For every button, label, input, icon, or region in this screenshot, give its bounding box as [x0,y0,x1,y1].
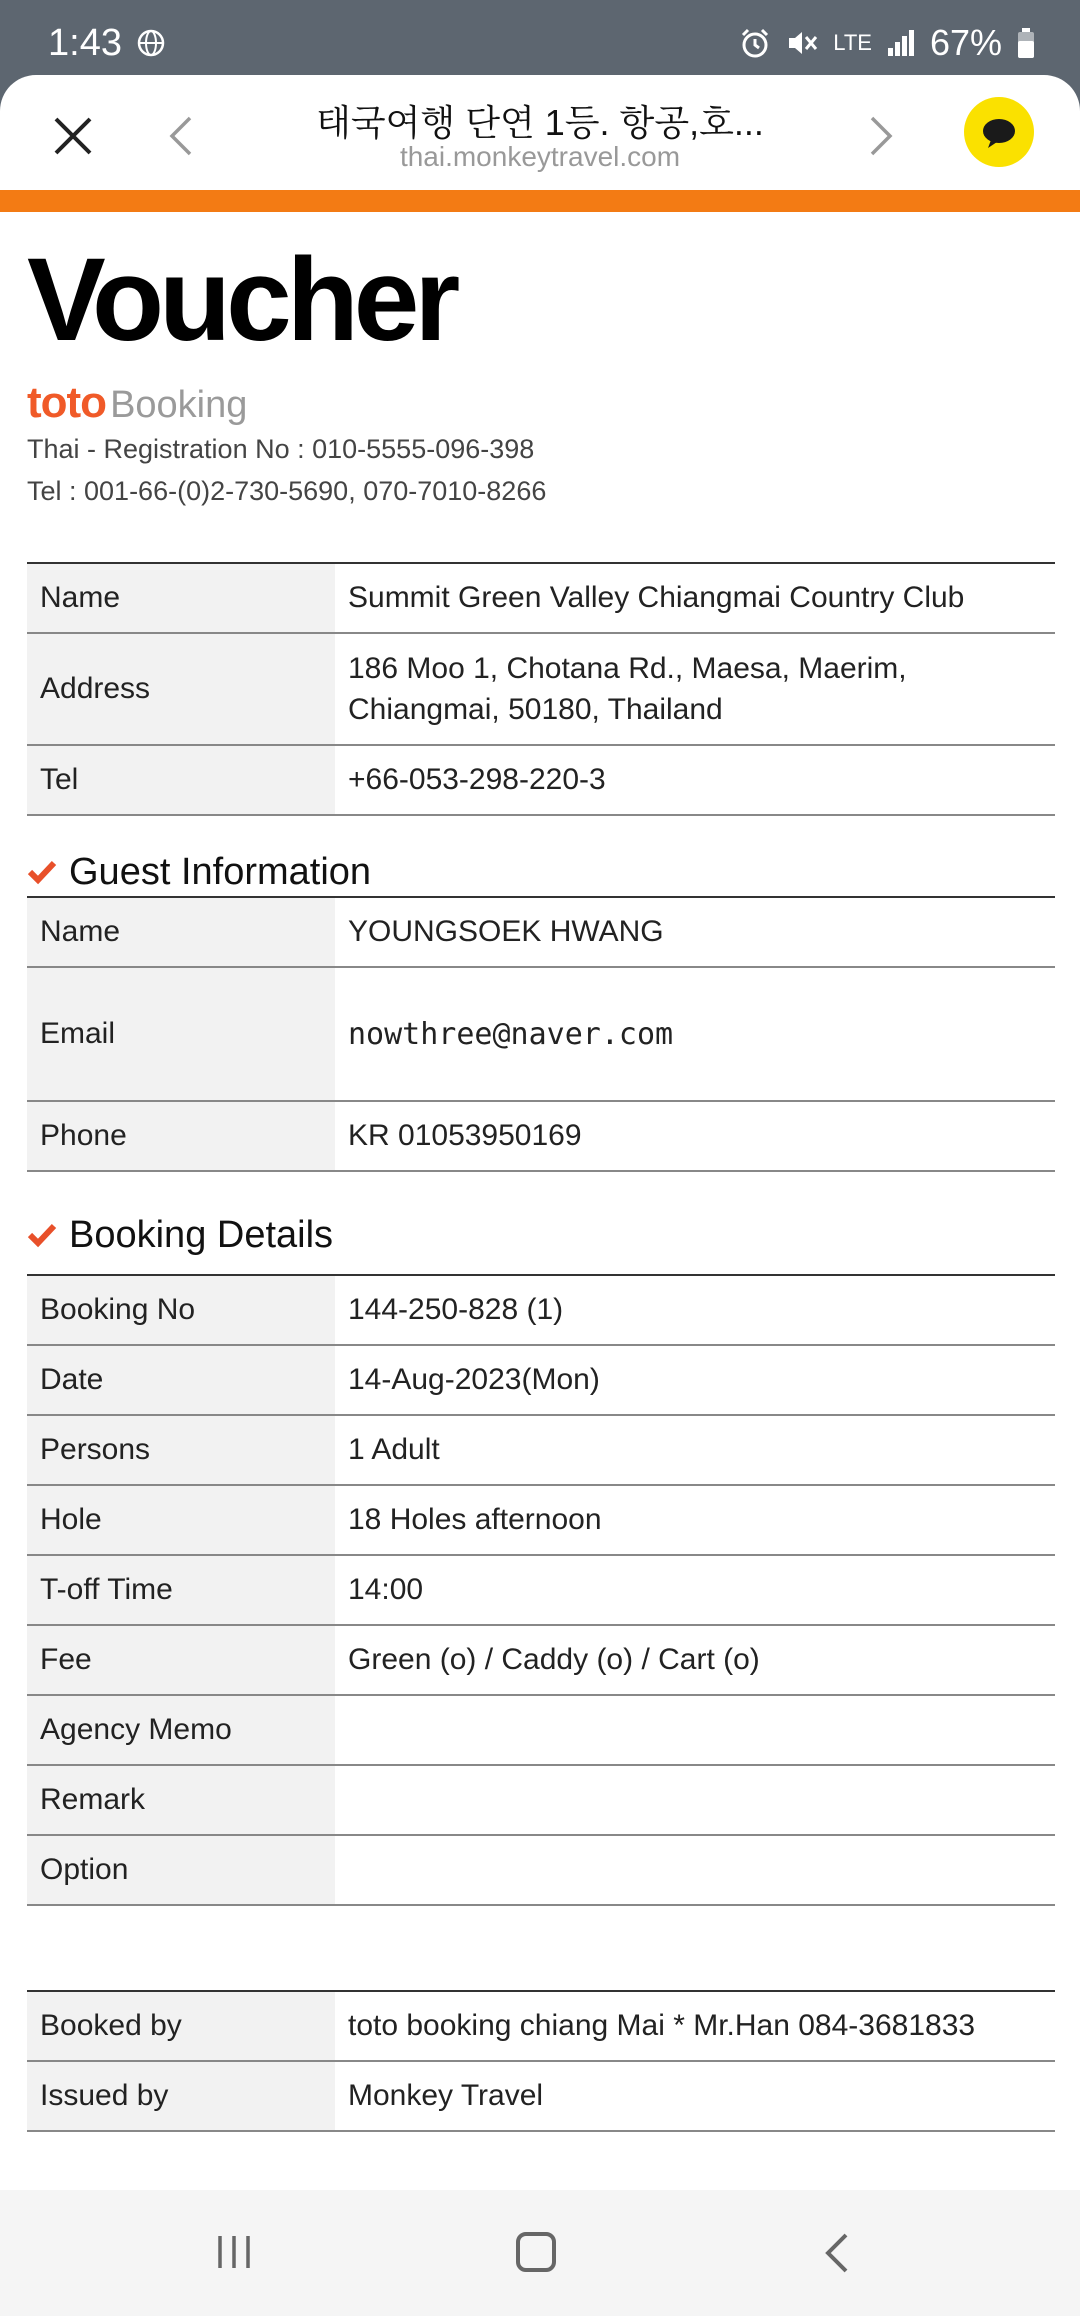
browser-sheet [0,75,1080,2316]
date-value: 14-Aug-2023(Mon) [335,1345,1055,1415]
booking-details-heading [27,1208,1055,1262]
checkmark-icon [27,859,57,885]
guest-email[interactable]: nowthree@naver.com [335,967,1055,1101]
tee-off-label: T-off Time [27,1555,335,1625]
venue-address-label: Address [27,633,335,745]
booking-details-title: Booking Details [69,1213,334,1256]
chat-bubble-icon [964,97,1034,167]
browser-toolbar [0,75,1080,190]
page-title: 태국여행 단연 1등. 항공,호... [316,102,764,143]
fee-value: Green (o) / Caddy (o) / Cart (o) [335,1625,1055,1695]
option-label: Option [27,1835,335,1905]
table-row [27,1765,1055,1835]
company-tel: Tel : 001-66-(0)2-730-5690, 070-7010-8266 [27,476,547,506]
recents-icon[interactable] [214,2232,254,2272]
table-row [27,1101,1055,1171]
status-time: 1:43 [48,22,122,64]
back-arrow-icon[interactable] [166,113,196,159]
table-row [27,1991,1055,2061]
address-line-1: 186 Moo 1, Chotana Rd., Maesa, Maerim, [348,652,907,685]
signal-icon [886,28,916,58]
persons-label: Persons [27,1415,335,1485]
nav-back-icon[interactable] [822,2230,852,2276]
booking-no-label: Booking No [27,1275,335,1345]
progress-bar [0,190,1080,212]
table-row [27,897,1055,967]
toto-booking-logo [27,378,1055,427]
table-row [27,1415,1055,1485]
venue-address [335,633,1055,745]
battery-icon [1016,27,1036,59]
option-value [335,1835,1055,1905]
guest-name: YOUNGSOEK HWANG [335,897,1055,967]
alarm-icon [739,27,771,59]
agency-memo-value [335,1695,1055,1765]
venue-table [27,562,1055,816]
table-row [27,633,1055,745]
venue-tel-label: Tel [27,745,335,815]
agency-memo-label: Agency Memo [27,1695,335,1765]
guest-table [27,896,1055,1172]
home-icon[interactable] [516,2232,556,2272]
voucher-content [27,212,1055,2132]
guest-email-label: Email [27,967,335,1101]
venue-tel[interactable]: +66-053-298-220-3 [335,745,1055,815]
logo-text-toto: toto [27,378,107,427]
table-row [27,2061,1055,2131]
remark-value [335,1765,1055,1835]
close-icon[interactable] [50,113,96,159]
issued-by-value: Monkey Travel [335,2061,1055,2131]
hole-label: Hole [27,1485,335,1555]
guest-name-label: Name [27,897,335,967]
logo-text-booking: Booking [110,384,248,426]
globe-icon [136,28,166,58]
network-type: LTE [833,30,872,55]
table-row [27,1695,1055,1765]
remark-label: Remark [27,1765,335,1835]
date-label: Date [27,1345,335,1415]
status-bar [0,0,1080,75]
voucher-title: Voucher [27,234,456,366]
booked-by-label: Booked by [27,1991,335,2061]
table-row [27,1485,1055,1555]
table-row [27,1625,1055,1695]
address-line-2: Chiangmai, 50180, Thailand [348,693,723,726]
system-nav-bar [0,2190,1080,2316]
issued-by-label: Issued by [27,2061,335,2131]
guest-phone-label: Phone [27,1101,335,1171]
checkmark-icon [27,1222,57,1248]
mute-icon [785,27,819,59]
venue-name: Summit Green Valley Chiangmai Country Club [335,563,1055,633]
table-row [27,1345,1055,1415]
booking-table [27,1274,1055,1906]
guest-info-title: Guest Information [69,850,372,893]
page-url[interactable]: thai.monkeytravel.com [399,141,681,172]
guest-info-heading [27,848,1055,896]
table-row [27,745,1055,815]
battery-level: 67% [929,22,1002,63]
persons-value: 1 Adult [335,1415,1055,1485]
company-info [27,428,1055,512]
guest-phone[interactable]: KR 01053950169 [335,1101,1055,1171]
booked-by-value: toto booking chiang Mai * Mr.Han 084-3681833 [335,1991,1055,2061]
table-row [27,1275,1055,1345]
table-row [27,1835,1055,1905]
venue-name-label: Name [27,563,335,633]
registration-number: Thai - Registration No : 010-5555-096-398 [27,434,535,464]
forward-arrow-icon[interactable] [866,113,896,159]
kakaotalk-button[interactable] [964,97,1034,167]
table-row [27,967,1055,1101]
hole-value: 18 Holes afternoon [335,1485,1055,1555]
issuer-table [27,1990,1055,2132]
table-row [27,1555,1055,1625]
booking-no: 144-250-828 (1) [335,1275,1055,1345]
tee-off-value: 14:00 [335,1555,1055,1625]
table-row [27,563,1055,633]
fee-label: Fee [27,1625,335,1695]
